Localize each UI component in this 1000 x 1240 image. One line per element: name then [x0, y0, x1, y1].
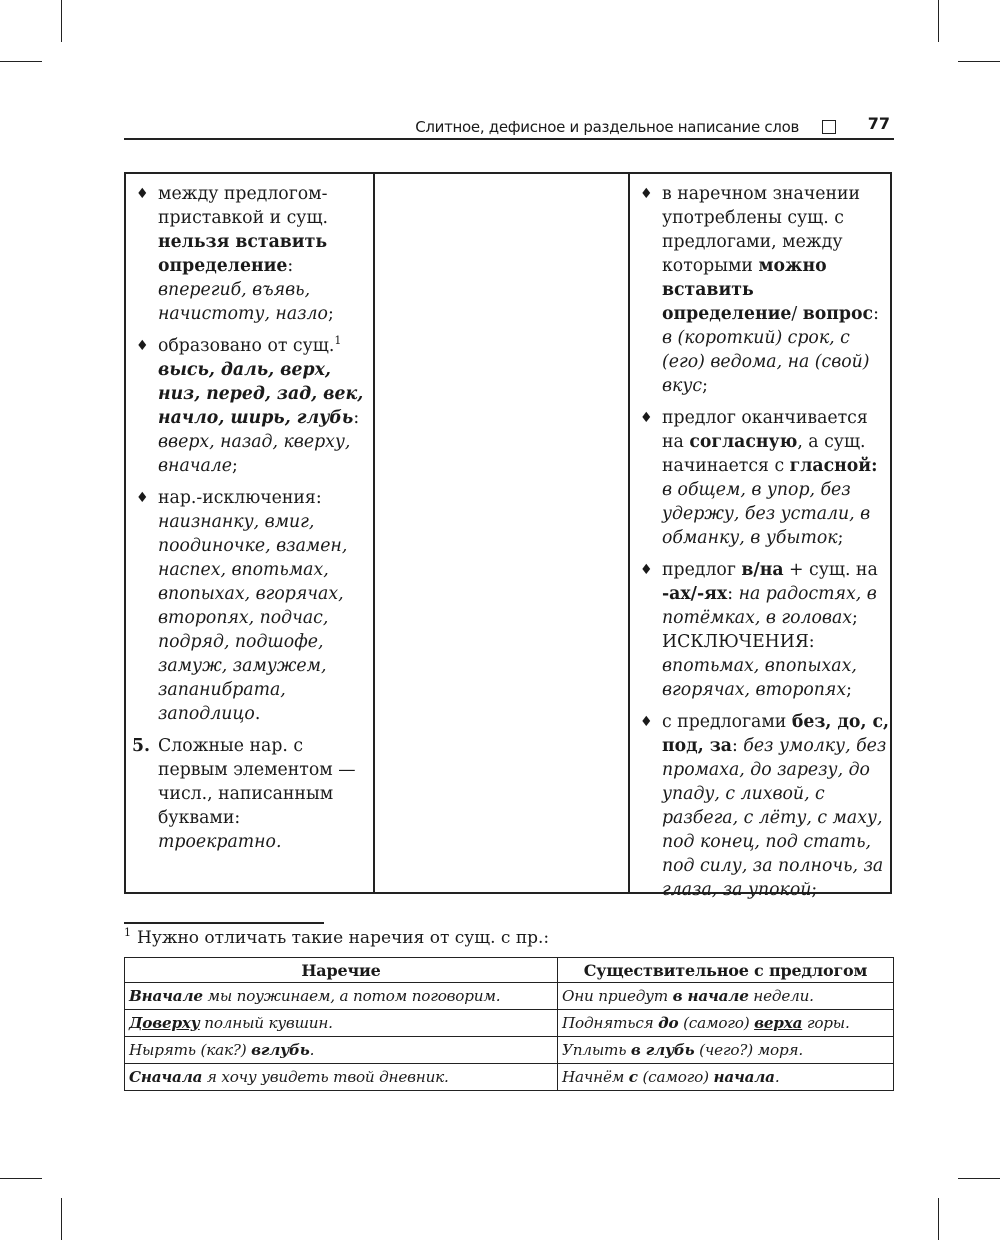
item-punct: / [791, 304, 798, 324]
cell-bold: в начале [672, 987, 749, 1005]
item-examples: в общем, в упор, без удержу, без устали, в обманку, в убыток [662, 480, 871, 548]
item-examples: без умолку, без промаха, до зарезу, до упаду, с лихвой, с разбега, с лёту, с маху, под конец, под стать, под силу, за полночь, за глаза, за упокой [662, 736, 887, 900]
cell-text: Они приедут [562, 987, 673, 1005]
table-cell [125, 1010, 558, 1037]
list-item [636, 182, 892, 398]
cell-bold: вглубь [251, 1041, 310, 1059]
cell-text: . [774, 1068, 780, 1086]
checkbox-square-icon [822, 120, 836, 134]
footnote-rule [124, 922, 324, 924]
item-text: Сложные нар. с первым элементом — числ., написанным буквами: [158, 736, 356, 828]
item-punct: ; [852, 608, 858, 628]
item-text: + сущ. на [783, 560, 878, 580]
cell-bold: Сначала [129, 1068, 203, 1086]
cell-bold: Вначале [129, 987, 203, 1005]
table-row [125, 1064, 894, 1091]
diamond-bullet-icon: ♦ [136, 490, 149, 506]
item-punct: ; [327, 304, 334, 324]
cell-text: полный кувшин. [199, 1014, 333, 1032]
item-examples: наизнанку, вмиг, поодиночке, взамен, наспех, впотьмах, впопыхах, вгорячах, второпях, подчас, подряд, подшофе, замуж, замужем, запанибрата, заподлицо [158, 512, 348, 724]
footnote [124, 928, 549, 948]
table-cell [125, 983, 558, 1010]
item-bold: в/на [741, 560, 784, 580]
crop-mark-top-left-h [0, 61, 42, 62]
list-item [132, 334, 372, 478]
running-header [124, 112, 894, 140]
page-number: 77 [867, 114, 890, 133]
cell-text: горы. [802, 1014, 850, 1032]
table-cell [125, 1064, 558, 1091]
footnote-text: Нужно отличать такие наречия от сущ. с пр.: [137, 928, 550, 948]
cell-text: мы поужинаем, а потом поговорим. [202, 987, 501, 1005]
cell-bold: верха [754, 1014, 803, 1032]
crop-mark-bottom-right-v [938, 1198, 939, 1240]
rules-table [124, 172, 892, 900]
cell-text: я хочу увидеть твой дневник. [202, 1068, 449, 1086]
item-punct: ; [837, 528, 844, 548]
cell-bold: до [658, 1014, 679, 1032]
cell-text: недели. [748, 987, 814, 1005]
table-cell [558, 1037, 894, 1064]
cell-text: (чего?) моря. [694, 1041, 803, 1059]
item-number: 5. [132, 736, 151, 756]
table-row [125, 983, 894, 1010]
diamond-bullet-icon: ♦ [136, 338, 149, 354]
left-column [132, 182, 372, 862]
table-cell [558, 1010, 894, 1037]
item-bold-italic: высь, даль, верх, низ, перед, зад, век, начло, ширь, глубь [158, 360, 364, 428]
item-text: между предлогом-приставкой и сущ. [158, 184, 329, 228]
crop-mark-top-right-h [958, 61, 1000, 62]
item-text: с предлогами [662, 712, 792, 732]
exceptions-label: ИСКЛЮЧЕНИЯ: [662, 632, 815, 652]
item-punct: ; [232, 456, 238, 476]
item-examples: троекратно. [158, 832, 282, 852]
item-punct: . [254, 704, 261, 724]
list-item [132, 486, 372, 726]
diamond-bullet-icon: ♦ [640, 186, 653, 202]
cell-text: (самого) [637, 1068, 714, 1086]
item-punct: : [287, 256, 294, 276]
item-examples: на радостях, в потёмках, в головах [662, 584, 877, 628]
crop-mark-bottom-left-v [61, 1198, 62, 1240]
item-bold: можно вставить определение [662, 256, 827, 324]
cell-bold: начала [713, 1068, 775, 1086]
column-header: Существительное с предлогом [558, 958, 894, 983]
item-bold: согласную [689, 432, 798, 452]
list-item [636, 710, 892, 902]
cell-text: Уплыть [562, 1041, 631, 1059]
table-cell [558, 983, 894, 1010]
diamond-bullet-icon: ♦ [640, 410, 653, 426]
item-bold: -ах/-ях [662, 584, 728, 604]
column-divider-1 [373, 174, 375, 892]
item-punct: : [871, 456, 878, 476]
cell-text: Начнём [562, 1068, 629, 1086]
column-header: Наречие [125, 958, 558, 983]
footnote-mark: 1 [124, 926, 131, 940]
cell-bold: в глубь [630, 1041, 695, 1059]
comparison-table [124, 957, 894, 1091]
list-item [636, 558, 892, 702]
table-cell [558, 1064, 894, 1091]
cell-bold: Доверху [129, 1014, 200, 1032]
item-bold: без, до, с, под, за [662, 712, 890, 756]
item-examples: вверх, назад, кверху, вначале [158, 432, 351, 476]
item-punct: : [731, 736, 744, 756]
list-item [636, 406, 892, 550]
item-text: образовано от сущ. [158, 336, 335, 356]
item-punct: ; [846, 680, 852, 700]
footnote-reference: 1 [334, 334, 342, 348]
right-column [636, 182, 892, 910]
item-punct: : [727, 584, 739, 604]
item-examples: вперегиб, въявь, начистоту, назло [158, 280, 328, 324]
item-punct: : [353, 408, 360, 428]
item-text: в наречном значении употреблены сущ. с предлогами, между которыми [662, 184, 861, 276]
item-punct: ; [702, 376, 708, 396]
diamond-bullet-icon: ♦ [136, 186, 149, 202]
crop-mark-top-left-v [61, 0, 62, 42]
cell-text: Нырять (как?) [129, 1041, 252, 1059]
diamond-bullet-icon: ♦ [640, 714, 653, 730]
table-header-row [125, 958, 894, 983]
item-punct: : [873, 304, 879, 324]
table-cell [125, 1037, 558, 1064]
item-text: предлог [662, 560, 742, 580]
item-examples: в (короткий) срок, с (его) ведома, на (свой) вкус [662, 328, 870, 396]
table-row [125, 1037, 894, 1064]
table-row [125, 1010, 894, 1037]
cell-text: Подняться [562, 1014, 659, 1032]
header-title: Слитное, дефисное и раздельное написание слов [415, 118, 799, 136]
item-text: предлог оканчивается на [662, 408, 868, 452]
item-text: нар.-исключения: [158, 488, 322, 508]
item-bold: нельзя вставить определение [158, 232, 328, 276]
item-bold: гласной [789, 456, 872, 476]
list-item [132, 182, 372, 326]
crop-mark-top-right-v [938, 0, 939, 42]
column-divider-2 [628, 174, 630, 892]
diamond-bullet-icon: ♦ [640, 562, 653, 578]
item-text: , а сущ. начинается с [662, 432, 866, 476]
item-examples: впотьмах, впопыхах, вгорячах, второпях [662, 656, 857, 700]
crop-mark-bottom-left-h [0, 1178, 42, 1179]
cell-text: (самого) [678, 1014, 755, 1032]
crop-mark-bottom-right-h [958, 1178, 1000, 1179]
item-punct: ; [811, 880, 818, 900]
cell-bold: с [628, 1068, 638, 1086]
list-item-numbered [132, 734, 372, 854]
cell-text: . [309, 1041, 315, 1059]
item-bold: вопрос [802, 304, 874, 324]
header-rule [124, 138, 894, 140]
